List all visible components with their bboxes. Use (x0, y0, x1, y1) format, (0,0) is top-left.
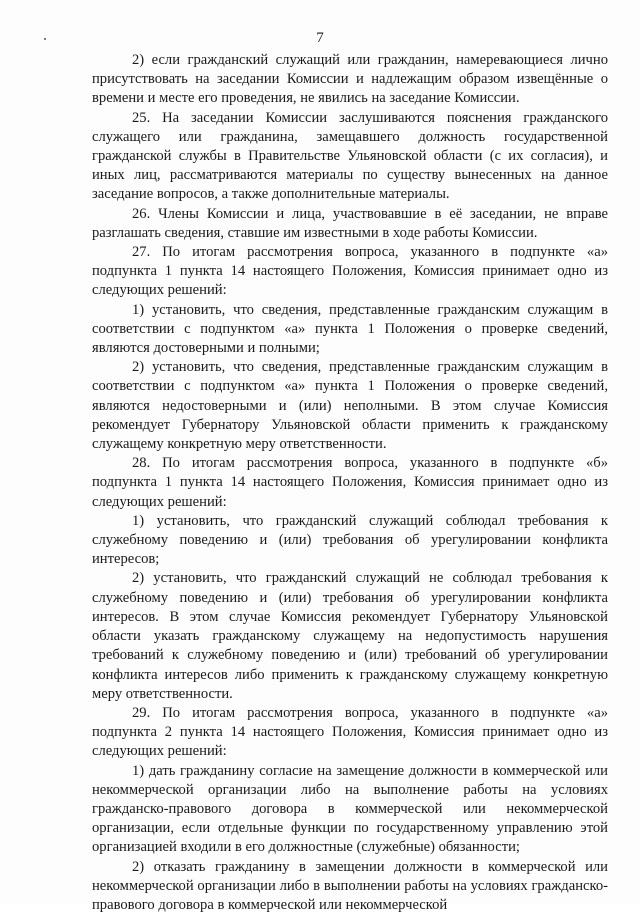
paragraph-27-item-2: 2) установить, что сведения, представленные гражданским служащим в соответствии с подпунктом «а» пункта 1 Положения о проверке сведений, являются недостоверными и (или) неполными. В этом случае Комиссия рекомендует Губернатору Ульяновской области применить к гражданскому служащему конкретную меру ответственности. (92, 359, 608, 453)
paragraph-28-item-2: 2) установить, что гражданский служащий не соблюдал требования к служебному поведению и (или) требования об урегулировании конфликта интересов. В этом случае Комиссия рекомендует Губернатору Ульяновской области указать гражданскому служащему на недопустимость нарушения требований к служебному поведению и (или) требований об урегулировании конфликта интересов либо применить к гражданскому служащему конкретную меру ответственности. (92, 570, 608, 702)
document-body (92, 51, 608, 915)
page-number: 7 (316, 30, 324, 46)
paragraph-28-decisions: 28. По итогам рассмотрения вопроса, указанного в подпункте «б» подпункта 1 пункта 14 настоящего Положения, Комиссия принимает одно из следующих решений: (92, 455, 608, 510)
paragraph-28-item-1: 1) установить, что гражданский служащий соблюдал требования к служебному поведению и (или) требования об урегулировании конфликта интересов; (92, 512, 608, 568)
paragraph-29-decisions: 29. По итогам рассмотрения вопроса, указанного в подпункте «а» подпункта 2 пункта 14 настоящего Положения, Комиссия принимает одно из следующих решений: (92, 704, 608, 760)
paragraph-26-confidentiality: 26. Члены Комиссии и лица, участвовавшие в её заседании, не вправе разглашать сведения, ставшие им известными в ходе работы Комиссии. (92, 205, 608, 241)
paragraph-25-hearing: 25. На заседании Комиссии заслушиваются пояснения гражданского служащего или гражданина, замещавшего должность государственной гражданской службы в Правительстве Ульяновской области (с их согласия), и иных лиц, рассматриваются материалы по существу вынесенных на данное заседание вопросов, а также дополнительные материалы. (92, 109, 608, 203)
paragraph-item-2-no-show: 2) если гражданский служащий или гражданин, намеревающиеся лично присутствовать на заседании Комиссии и надлежащим образом извещённые о времени и месте его проведения, не явились на заседание Комиссии. (92, 52, 608, 107)
paragraph-27-item-1: 1) установить, что сведения, представленные гражданским служащим в соответствии с подпунктом «а» пункта 1 Положения о проверке сведений, являются достоверными и полными; (92, 301, 608, 357)
paragraph-27-decisions: 27. По итогам рассмотрения вопроса, указанного в подпункте «а» подпункта 1 пункта 14 настоящего Положения, Комиссия принимает одно из следующих решений: (92, 244, 608, 299)
scan-speck (44, 38, 46, 40)
paragraph-29-item-2: 2) отказать гражданину в замещении должности в коммерческой или некоммерческой организации либо в выполнении работы на условиях гражданско-правового договора в коммерческой или некоммерческой (92, 858, 608, 913)
paragraph-29-item-1: 1) дать гражданину согласие на замещение должности в коммерческой или некоммерческой организации либо на выполнение работы на условиях гражданско-правового договора в коммерческой или некоммерческой организации, если отдельные функции по государственному управлению этой организацией входили в его должностные (служебные) обязанности; (92, 762, 608, 856)
